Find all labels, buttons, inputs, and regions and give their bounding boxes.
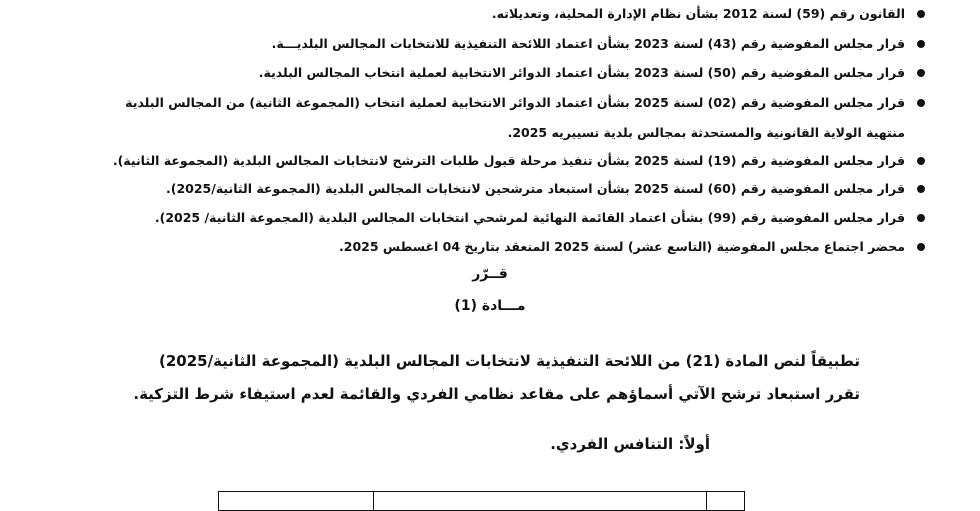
- list-item: [85, 62, 905, 84]
- section-heading: أولاً: التنافس الفردي.: [550, 435, 710, 453]
- list-item: [85, 3, 905, 25]
- bullet-icon: [917, 243, 925, 251]
- paragraph-line-2: تقرر استبعاد ترشح الآتي أسماؤهم على مقاعد نظامي الفردي والقائمة لعدم استيفاء شرط التزكية.: [133, 385, 860, 403]
- bullet-icon: [917, 157, 925, 165]
- table-column-divider: [373, 492, 374, 510]
- paragraph-line-1: تطبيقاً لنص المادة (21) من اللائحة التنفيذية لانتخابات المجالس البلدية (المجموعة الثانية/2025): [158, 352, 860, 370]
- list-item-continuation: منتهية الولاية القانونية والمستحدثة بمجالس بلدية تسييريه 2025.: [507, 125, 905, 140]
- bullet-icon: [917, 69, 925, 77]
- bullet-icon: [917, 40, 925, 48]
- article-heading: مـــادة (1): [454, 298, 526, 314]
- list-item-text: قرار مجلس المفوضية رقم (19) لسنة 2025 بشأن تنفيذ مرحلة قبول طلبات الترشح لانتخابات المجالس البلدية (المجموعة الثانية).: [112, 153, 905, 168]
- table-column-divider: [706, 492, 707, 510]
- bullet-icon: [917, 10, 925, 18]
- list-item: [85, 207, 905, 229]
- bullet-icon: [917, 99, 925, 107]
- list-item: [85, 33, 905, 55]
- decision-heading: قــرّر: [472, 266, 508, 282]
- bullet-icon: [917, 185, 925, 193]
- list-item-text: قرار مجلس المفوضية رقم (50) لسنة 2023 بشأن اعتماد الدوائر الانتخابية لعملية انتخاب المجالس البلدية.: [258, 65, 905, 80]
- candidates-table: [218, 491, 745, 511]
- list-item-text: القانون رقم (59) لسنة 2012 بشأن نظام الإدارة المحلية، وتعديلاته.: [491, 6, 905, 21]
- list-item: [85, 236, 905, 258]
- list-item-text: قرار مجلس المفوضية رقم (60) لسنة 2025 بشأن استبعاد مترشحين لانتخابات المجالس البلدية (المجموعة الثانية/2025).: [166, 181, 905, 196]
- bullet-icon: [917, 214, 925, 222]
- list-item: [85, 92, 905, 144]
- list-item-text: محضر اجتماع مجلس المفوضية (التاسع عشر) لسنة 2025 المنعقد بتاريخ 04 اغسطس 2025.: [339, 239, 905, 254]
- list-item-text: قرار مجلس المفوضية رقم (43) لسنة 2023 بشأن اعتماد اللائحة التنفيذية للانتخابات المجالس البلديـــة.: [271, 36, 905, 51]
- list-item: [85, 178, 905, 200]
- list-item-text: قرار مجلس المفوضية رقم (99) بشأن اعتماد القائمة النهائية لمرشحي انتخابات المجالس البلدية (المجموعة الثانية/ 2025).: [154, 210, 905, 225]
- list-item-text: قرار مجلس المفوضية رقم (02) لسنة 2025 بشأن اعتماد الدوائر الانتخابية لعملية انتخاب (المجموعة الثانية) من المجالس البلدية: [125, 95, 905, 110]
- list-item: [85, 150, 905, 172]
